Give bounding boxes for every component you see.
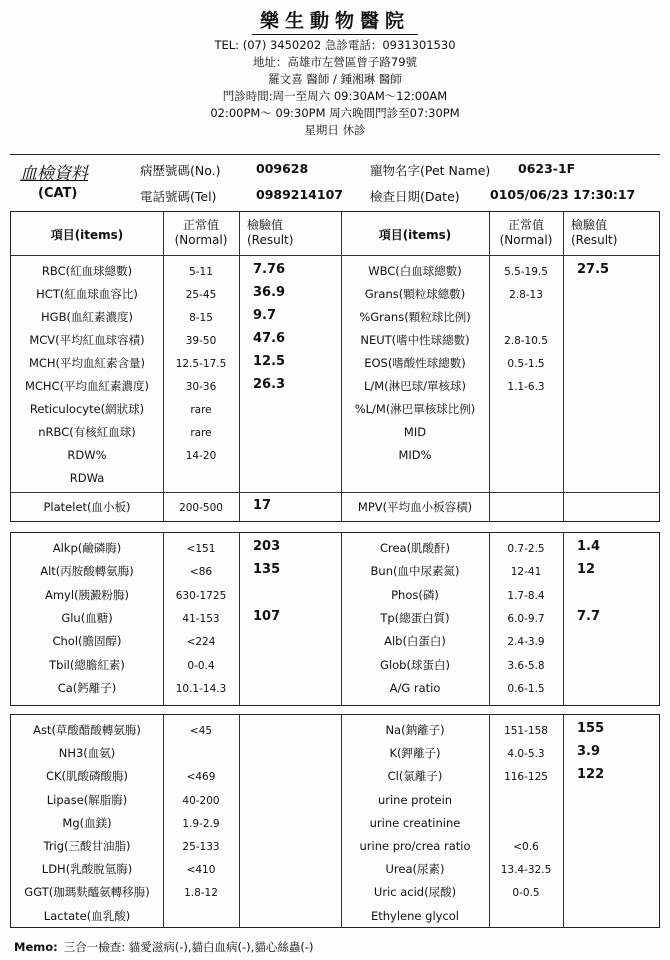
- test-normal-range: 1.1-6.3: [507, 381, 545, 393]
- test-item-name: nRBC(有核紅血球): [38, 425, 136, 439]
- test-item-name: %Grans(顆粒球比例): [359, 310, 471, 324]
- column-divider: [563, 212, 564, 521]
- pet-name-value: 0623-1F: [518, 161, 576, 176]
- test-result-value: 135: [253, 562, 281, 578]
- test-normal-range: 0.6-1.5: [507, 682, 545, 695]
- column-header-result: [247, 218, 349, 248]
- test-result-value: 122: [577, 767, 605, 783]
- memo-text: 三合一檢查: 貓愛滋病(-),貓白血病(-),貓心絲蟲(-): [63, 940, 314, 954]
- test-normal-range: <86: [189, 566, 213, 579]
- test-item-name: L/M(淋巴球/單核球): [363, 379, 467, 393]
- column-header-item-text: 項目(items): [50, 228, 124, 242]
- test-normal-range: 25-133: [182, 841, 220, 853]
- test-item-name: MID%: [398, 448, 432, 462]
- phone-label: 電話號碼(Tel): [140, 189, 217, 204]
- patient-header: [18, 159, 658, 207]
- test-normal-range: <469: [186, 771, 216, 784]
- test-normal-range: 2.8-10.5: [504, 335, 548, 347]
- record-value: 009628: [256, 161, 309, 176]
- test-normal-range: 0.7-2.5: [507, 543, 545, 555]
- test-result-value: 7.7: [577, 608, 601, 624]
- test-item-name: Tbil(總膽紅素): [49, 657, 125, 672]
- cbc-table: [10, 211, 660, 522]
- clinic-hours-2: 02:00PM～ 09:30PM 周六晚間門診至07:30PM: [210, 106, 460, 120]
- test-normal-range: 1.8-12: [184, 887, 218, 900]
- test-normal-range: 116-125: [504, 771, 548, 784]
- column-header-result-text: 檢驗值: [247, 218, 284, 232]
- test-normal-range: 30-36: [185, 381, 217, 393]
- clinic-header: [0, 6, 670, 139]
- test-item-name: RDWa: [69, 471, 105, 485]
- test-normal-range: 12.5-17.5: [175, 358, 227, 370]
- test-normal-range: <0.6: [513, 841, 539, 853]
- test-normal-range: 25-45: [185, 289, 217, 301]
- test-item-name: Platelet(血小板): [43, 500, 131, 514]
- electrolyte-table: [10, 714, 660, 928]
- test-item-name: Glu(血糖): [61, 610, 113, 625]
- record-label: 病歷號碼(No.): [140, 163, 221, 178]
- test-item-name: Cl(氯離子): [387, 769, 443, 784]
- column-header-result-text: (Result): [247, 233, 294, 247]
- test-item-name: CK(肌酸磷酸脢): [45, 769, 129, 784]
- test-result-value: 12: [577, 562, 596, 578]
- test-item-name: Crea(肌酸酐): [379, 541, 451, 555]
- test-normal-range: 1.7-8.4: [507, 589, 545, 602]
- clinic-phone: TEL: (07) 3450202 急診電話：0931301530: [214, 38, 456, 52]
- test-normal-range: rare: [190, 427, 212, 439]
- test-result-value: 12.5: [253, 354, 286, 369]
- test-result-value: 47.6: [253, 331, 286, 346]
- test-item-name: MID: [403, 425, 427, 439]
- test-item-name: Ethylene glycol: [370, 908, 459, 923]
- test-normal-range: 2.8-13: [509, 289, 543, 301]
- test-normal-range: 13.4-32.5: [500, 864, 552, 877]
- column-divider: [563, 533, 564, 705]
- date-label: 檢查日期(Date): [370, 189, 460, 204]
- test-item-name: Ast(草酸醋酸轉氨脢): [33, 723, 141, 737]
- column-header-normal-text: 正常值: [507, 218, 544, 232]
- test-normal-range: 3.6-5.8: [507, 659, 545, 672]
- test-item-name: WBC(白血球總數): [368, 264, 462, 278]
- test-result-value: 17: [253, 498, 272, 513]
- test-item-name: urine pro/crea ratio: [359, 839, 471, 853]
- test-result-value: 26.3: [253, 377, 286, 392]
- test-normal-range: 0.5-1.5: [507, 358, 545, 370]
- test-item-name: urine protein: [377, 792, 453, 807]
- test-item-name: Lipase(解脂脢): [46, 792, 128, 807]
- test-item-name: Chol(膽固醇): [52, 634, 122, 649]
- column-divider: [239, 533, 240, 705]
- column-divider: [563, 715, 564, 927]
- test-normal-range: <224: [186, 636, 216, 649]
- test-normal-range: 151-158: [504, 725, 548, 737]
- column-divider: [239, 715, 240, 927]
- header-rule: [10, 154, 660, 155]
- test-item-name: Urea(尿素): [385, 862, 445, 877]
- test-item-name: Grans(顆粒球總數): [364, 287, 466, 301]
- clinic-hours-3: 星期日 休診: [304, 123, 366, 137]
- test-item-name: Mg(血鎂): [62, 815, 112, 830]
- test-item-name: Tp(總蛋白質): [380, 610, 450, 625]
- report-title: 血檢資料: [20, 164, 88, 184]
- pet-name-label: 寵物名字(Pet Name): [370, 163, 491, 178]
- column-header-result-text: 檢驗值: [571, 218, 608, 232]
- test-normal-range: <151: [186, 543, 216, 555]
- test-result-value: 107: [253, 608, 281, 624]
- test-normal-range: 0-0.4: [187, 659, 215, 672]
- test-item-name: Lactate(血乳酸): [43, 908, 131, 923]
- test-normal-range: 39-50: [185, 335, 217, 347]
- test-item-name: urine creatinine: [369, 815, 461, 830]
- column-header-normal-text: 正常值: [182, 218, 219, 232]
- test-normal-range: <45: [189, 725, 213, 737]
- column-header-result-text: (Result): [571, 233, 618, 247]
- test-item-name: MCHC(平均血紅素濃度): [24, 379, 150, 393]
- column-header-normal: [489, 218, 563, 248]
- phone-value: 0989214107: [256, 187, 343, 202]
- column-header-result: [571, 218, 667, 248]
- test-item-name: MPV(平均血小板容積): [357, 500, 473, 514]
- test-item-name: NH3(血氨): [58, 746, 116, 761]
- test-normal-range: 14-20: [185, 450, 217, 462]
- test-normal-range: 5.5-19.5: [504, 266, 548, 278]
- test-item-name: MCH(平均血紅素含量): [28, 356, 146, 370]
- test-item-name: GGT(珈瑪麩醯氨轉移脢): [24, 885, 150, 900]
- column-header-normal: [163, 218, 239, 248]
- column-header-item-text: 項目(items): [378, 228, 452, 242]
- header-row-divider: [11, 255, 659, 256]
- test-item-name: Glob(球蛋白): [380, 657, 450, 672]
- test-item-name: Na(鈉離子): [385, 723, 445, 737]
- clinic-hours-1: 門診時間:周一至周六 09:30AM～12:00AM: [222, 89, 448, 103]
- test-item-name: Alkp(鹼磷脢): [52, 541, 122, 555]
- column-divider: [239, 212, 240, 521]
- test-result-value: 155: [577, 721, 605, 736]
- test-item-name: A/G ratio: [389, 680, 441, 695]
- test-normal-range: 10.1-14.3: [175, 682, 227, 695]
- test-item-name: Trig(三酸甘油脂): [43, 839, 131, 853]
- test-normal-range: 4.0-5.3: [507, 748, 545, 761]
- test-item-name: HGB(血紅素濃度): [41, 310, 133, 324]
- test-normal-range: rare: [190, 404, 212, 416]
- column-header-item: [11, 228, 163, 243]
- column-header-item: [341, 228, 489, 243]
- test-normal-range: 630-1725: [175, 589, 227, 602]
- test-item-name: K(鉀離子): [389, 746, 441, 761]
- test-item-name: Reticulocyte(網狀球): [29, 402, 145, 416]
- test-item-name: %L/M(淋巴單核球比例): [354, 402, 476, 416]
- test-result-value: 7.76: [253, 262, 286, 277]
- test-normal-range: 6.0-9.7: [507, 612, 545, 625]
- test-normal-range: 12-41: [510, 566, 542, 579]
- clinic-name: 樂生動物醫院: [252, 6, 418, 35]
- test-normal-range: 41-153: [182, 612, 220, 625]
- test-item-name: EOS(嗜酸性球總數): [364, 356, 466, 370]
- test-result-value: 1.4: [577, 539, 601, 554]
- column-header-normal-text: (Normal): [174, 233, 228, 247]
- species-label: (CAT): [38, 186, 78, 201]
- test-item-name: Alb(白蛋白): [384, 634, 446, 649]
- test-item-name: Alt(丙胺酸轉氨脢): [40, 564, 134, 579]
- test-normal-range: 0-0.5: [512, 887, 540, 900]
- memo: [14, 939, 313, 955]
- test-normal-range: 2.4-3.9: [507, 636, 545, 649]
- test-item-name: Bun(血中尿素氮): [370, 564, 460, 579]
- test-item-name: NEUT(嗜中性球總數): [360, 333, 470, 347]
- clinic-address: 地址：高雄市左營區曾子路79號: [252, 55, 418, 69]
- platelet-row-divider: [11, 492, 659, 493]
- test-item-name: HCT(紅血球血容比): [36, 287, 138, 301]
- clinic-doctors: 羅文喜 醫師 / 鍾湘琳 醫師: [268, 72, 402, 86]
- test-item-name: Uric acid(尿酸): [373, 885, 457, 900]
- test-normal-range: <410: [186, 864, 216, 877]
- test-normal-range: 5-11: [189, 266, 213, 278]
- test-result-value: 27.5: [577, 262, 610, 277]
- test-item-name: Ca(鈣離子): [57, 680, 117, 695]
- test-result-value: 36.9: [253, 285, 286, 300]
- test-normal-range: 40-200: [182, 794, 220, 807]
- test-normal-range: 200-500: [179, 502, 223, 514]
- test-result-value: 203: [253, 539, 281, 554]
- test-item-name: LDH(乳酸脫氫脢): [41, 862, 133, 877]
- test-item-name: Phos(磷): [391, 587, 439, 602]
- test-item-name: Amyl(胰澱粉脢): [44, 587, 130, 602]
- chemistry-table: [10, 532, 660, 706]
- test-normal-range: 8-15: [189, 312, 213, 324]
- test-result-value: 9.7: [253, 308, 277, 323]
- test-normal-range: 1.9-2.9: [182, 817, 220, 830]
- test-item-name: MCV(平均紅血球容積): [29, 333, 145, 347]
- memo-label: Memo:: [14, 940, 58, 954]
- date-value: 0105/06/23 17:30:17: [490, 187, 636, 202]
- test-result-value: 3.9: [577, 744, 601, 760]
- column-header-normal-text: (Normal): [499, 233, 553, 247]
- test-item-name: RBC(紅血球總數): [41, 264, 133, 278]
- test-item-name: RDW%: [67, 448, 107, 462]
